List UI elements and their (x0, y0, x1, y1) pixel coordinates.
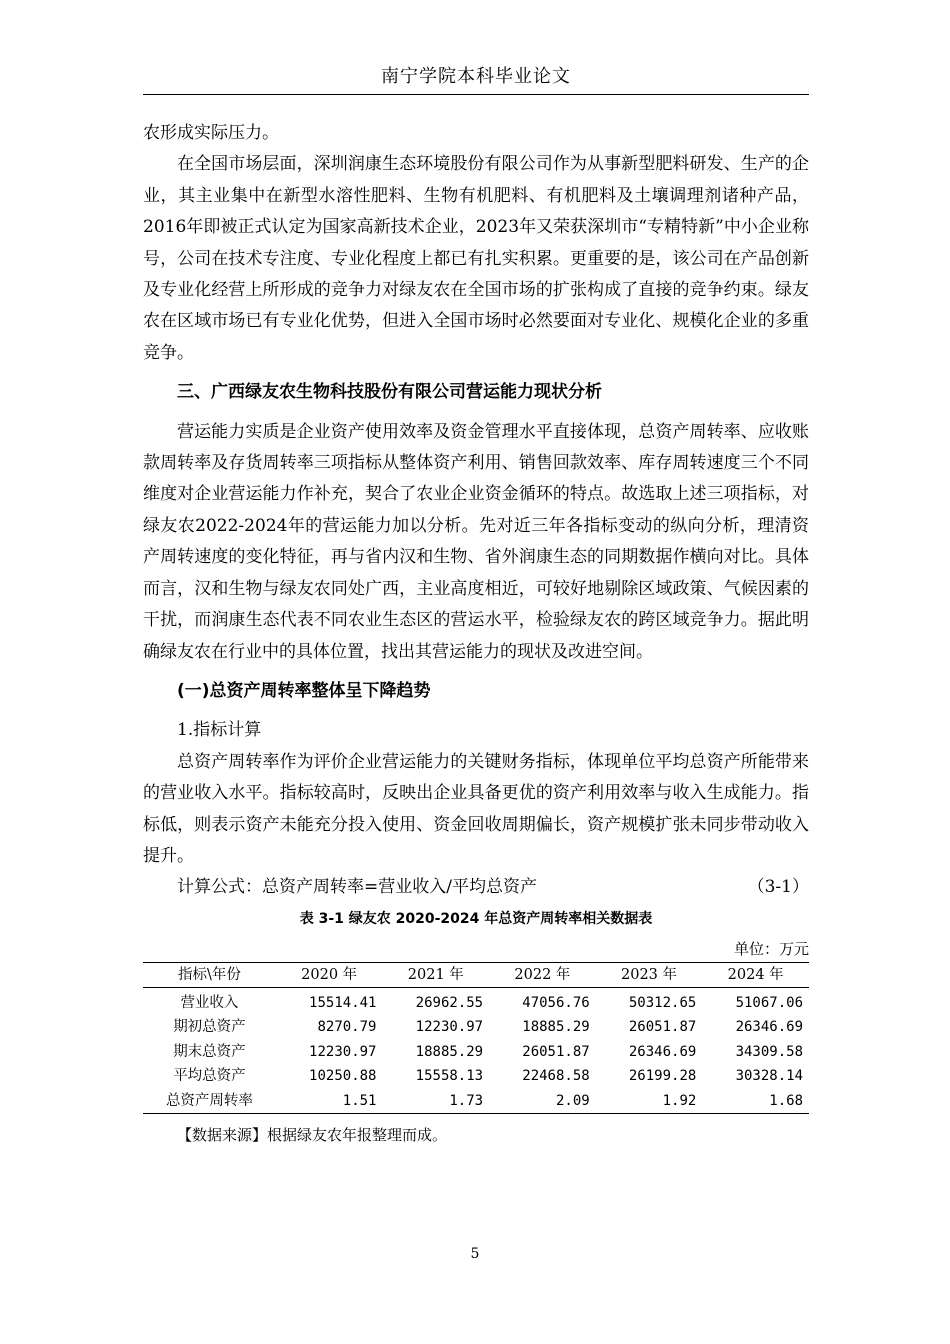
table-unit: 单位：万元 (733, 939, 809, 958)
table-row (143, 988, 809, 1015)
table-cell: 47056.76 (522, 994, 590, 1011)
row-label: 总资产周转率 (165, 1092, 253, 1109)
formula-number: （3-1） (747, 877, 809, 898)
column-header: 2022 年 (489, 962, 596, 988)
table-cell: 12230.97 (309, 1043, 377, 1060)
subsection-heading: (一)总资产周转率整体呈下降趋势 (177, 680, 431, 701)
row-label: 期初总资产 (173, 1019, 246, 1035)
table-header-row (143, 962, 809, 988)
section-heading: 三、广西绿友农生物科技股份有限公司营运能力现状分析 (177, 382, 602, 403)
page-number: 5 (470, 1246, 480, 1262)
row-label: 期末总资产 (173, 1043, 246, 1060)
page-header: 南宁学院本科毕业论文 (381, 66, 571, 87)
table-cell: 8270.79 (317, 1019, 377, 1035)
row-label: 营业收入 (180, 994, 239, 1011)
table-row (143, 1015, 809, 1040)
table-cell: 34309.58 (735, 1043, 803, 1060)
paragraph-turnover-definition: 总资产周转率作为评价企业营运能力的关键财务指标，体现单位平均总资产所能带来的营业收入水平。指标较高时，反映出企业具备更优的资产利用效率与收入生成能力。指标低，则表示资产未能充分投入使用、资金回收周期偏长，资产规模扩张未同步带动收入提升。 (143, 751, 809, 866)
table-cell: 26051.87 (628, 1019, 697, 1035)
column-header: 2021 年 (382, 962, 489, 988)
body-text (143, 118, 809, 1150)
table-cell: 2.09 (555, 1092, 590, 1109)
table-cell: 12230.97 (415, 1019, 484, 1035)
paragraph-market: 在全国市场层面，深圳润康生态环境股份有限公司作为从事新型肥料研发、生产的企业，其主业集中在新型水溶性肥料、生物有机肥料、有机肥料及土壤调理剂诸种产品，2016年即被正式认定为国家高新技术企业，2023年又荣获深圳市“专精特新”中小企业称号，公司在技术专注度、专业化程度上都已有扎实积累。更重要的是，该公司在产品创新及专业化经营上所形成的竞争力对绿友农在全国市场的扩张构成了直接的竞争约束。绿友农在区域市场已有专业化优势，但进入全国市场时必然要面对专业化、规模化企业的多重竞争。 (143, 154, 809, 363)
table-cell: 26962.55 (415, 994, 484, 1011)
paragraph-continuation: 农形成实际压力。 (143, 123, 279, 143)
header-rule (143, 94, 809, 95)
item-heading: 1.指标计算 (177, 720, 262, 741)
table-row (143, 1039, 809, 1064)
table-source-note: 【数据来源】根据绿友农年报整理而成。 (177, 1125, 448, 1144)
column-header: 2023 年 (596, 962, 703, 988)
table-cell: 50312.65 (628, 994, 697, 1011)
row-label: 平均总资产 (173, 1068, 246, 1084)
table-cell: 26199.28 (628, 1068, 697, 1084)
formula-line (143, 872, 809, 903)
table-cell: 22468.58 (522, 1068, 590, 1084)
paragraph-operating-capacity: 营运能力实质是企业资产使用效率及资金管理水平直接体现，总资产周转率、应收账款周转率及存货周转率三项指标从整体资产利用、销售回款效率、库存周转速度三个不同维度对企业营运能力作补充，契合了农业企业资金循环的特点。故选取上述三项指标，对绿友农2022-2024年的营运能力加以分析。先对近三年各指标变动的纵向分析，理清资产周转速度的变化特征，再与省内汉和生物、省外润康生态的同期数据作横向对比。具体而言，汉和生物与绿友农同处广西，主业高度相近，可较好地剔除区域政策、气候因素的干扰，而润康生态代表不同农业生态区的营运水平，检验绿友农的跨区域竞争力。据此明确绿友农在行业中的具体位置，找出其营运能力的现状及改进空间。 (143, 421, 809, 662)
table-caption: 表 3-1 绿友农 2020-2024 年总资产周转率相关数据表 (299, 910, 653, 927)
column-header: 指标\年份 (143, 962, 276, 988)
table-cell: 30328.14 (735, 1068, 803, 1084)
table-cell: 1.73 (449, 1092, 484, 1109)
data-table (143, 962, 809, 1114)
table-row (143, 1064, 809, 1089)
table-cell: 1.51 (342, 1092, 377, 1109)
table-cell: 18885.29 (522, 1019, 590, 1035)
table-cell: 26346.69 (735, 1019, 803, 1035)
formula-text: 计算公式：总资产周转率=营业收入/平均总资产 (177, 877, 537, 898)
table-cell: 15558.13 (415, 1068, 484, 1084)
table-cell: 10250.88 (309, 1068, 377, 1084)
column-header: 2020 年 (276, 962, 383, 988)
table-cell: 51067.06 (735, 994, 803, 1011)
table-cell: 26346.69 (628, 1043, 697, 1060)
table-cell: 26051.87 (522, 1043, 590, 1060)
column-header: 2024 年 (702, 962, 809, 988)
table-row (143, 1088, 809, 1113)
table-cell: 1.68 (769, 1092, 803, 1109)
table-cell: 1.92 (662, 1092, 697, 1109)
table-cell: 18885.29 (415, 1043, 484, 1060)
table-cell: 15514.41 (309, 994, 377, 1011)
